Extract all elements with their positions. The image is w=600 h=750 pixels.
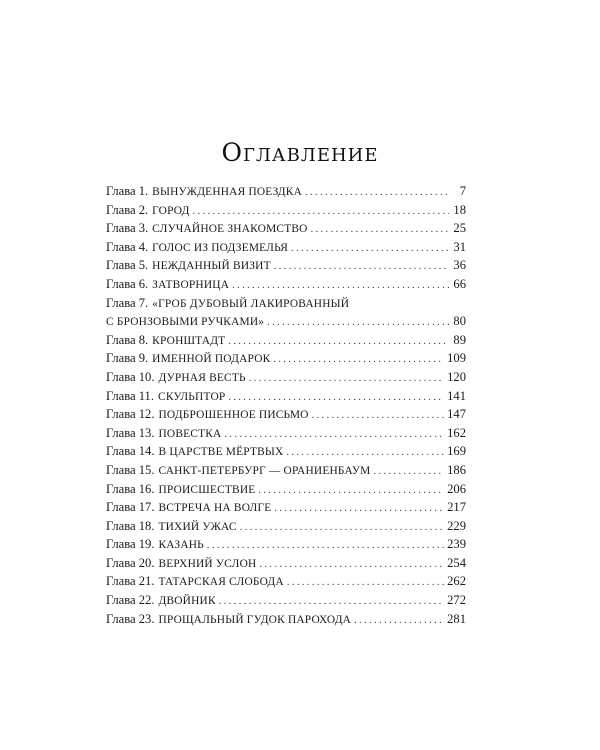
toc-entry bbox=[106, 480, 466, 499]
page-number: 89 bbox=[453, 332, 466, 347]
chapter-title-continuation: С БРОНЗОВЫМИ РУЧКАМИ» bbox=[106, 316, 265, 329]
chapter-title: СЛУЧАЙНОЕ ЗНАКОМСТВО bbox=[152, 223, 308, 236]
chapter-title: КАЗАНЬ bbox=[158, 539, 204, 552]
toc-entry bbox=[106, 535, 466, 554]
chapter-title: ДУРНАЯ ВЕСТЬ bbox=[158, 371, 246, 384]
dot-leader bbox=[374, 463, 445, 482]
dot-leader bbox=[249, 370, 444, 389]
chapter-title: ДВОЙНИК bbox=[158, 595, 216, 608]
toc-entry bbox=[106, 517, 466, 536]
toc-entry bbox=[106, 572, 466, 591]
dot-leader bbox=[228, 333, 449, 352]
dot-leader bbox=[228, 389, 444, 408]
dot-leader bbox=[224, 426, 444, 445]
dot-leader bbox=[258, 482, 444, 501]
dot-leader bbox=[274, 258, 449, 277]
page-number: 239 bbox=[447, 537, 466, 552]
chapter-label: Глава 13. bbox=[106, 425, 155, 440]
toc-entry bbox=[106, 331, 466, 350]
dot-leader bbox=[274, 500, 444, 519]
dot-leader bbox=[273, 351, 444, 370]
page-number: 229 bbox=[447, 518, 466, 533]
page-number: 7 bbox=[459, 184, 466, 198]
chapter-title: ТИХИЙ УЖАС bbox=[158, 520, 237, 533]
page-number: 147 bbox=[447, 407, 466, 422]
chapter-label: Глава 21. bbox=[106, 574, 155, 589]
chapter-title: САНКТ-ПЕТЕРБУРГ — ОРАНИЕНБАУМ bbox=[158, 464, 371, 477]
toc-entry bbox=[106, 256, 466, 275]
chapter-label: Глава 12. bbox=[106, 407, 155, 422]
chapter-label: Глава 11. bbox=[106, 388, 155, 403]
chapter-title: ГОРОД bbox=[152, 204, 190, 217]
dot-leader bbox=[305, 184, 449, 203]
page-number: 120 bbox=[447, 369, 466, 384]
page-number: 80 bbox=[453, 314, 466, 329]
toc-entry bbox=[106, 219, 466, 238]
page-number: 162 bbox=[447, 425, 466, 440]
chapter-label: Глава 17. bbox=[106, 500, 155, 515]
chapter-title: ИМЕННОЙ ПОДАРОК bbox=[152, 353, 271, 366]
chapter-label: Глава 1. bbox=[106, 184, 149, 198]
chapter-label: Глава 6. bbox=[106, 276, 149, 291]
chapter-title: «ГРОБ ДУБОВЫЙ ЛАКИРОВАННЫЙ bbox=[152, 297, 350, 310]
page-number: 186 bbox=[447, 462, 466, 477]
page-title: Оглавление bbox=[221, 138, 379, 167]
dot-leader bbox=[312, 407, 445, 426]
chapter-title: КРОНШТАДТ bbox=[152, 334, 226, 347]
chapter-label: Глава 19. bbox=[106, 537, 155, 552]
chapter-title: ВЕРХНИЙ УСЛОН bbox=[158, 557, 257, 570]
chapter-label: Глава 9. bbox=[106, 351, 149, 366]
chapter-title: ПРОИСШЕСТВИЕ bbox=[158, 483, 256, 496]
page-number: 169 bbox=[447, 444, 466, 459]
chapter-title: ПРОЩАЛЬНЫЙ ГУДОК ПАРОХОДА bbox=[158, 613, 352, 626]
chapter-title: ЗАТВОРНИЦА bbox=[152, 278, 230, 291]
chapter-label: Глава 8. bbox=[106, 332, 149, 347]
chapter-label: Глава 14. bbox=[106, 444, 155, 459]
chapter-title: В ЦАРСТВЕ МЁРТВЫХ bbox=[158, 446, 284, 459]
toc-entry bbox=[106, 275, 466, 294]
page-number: 217 bbox=[447, 500, 466, 515]
page-number: 25 bbox=[453, 221, 466, 236]
chapter-label: Глава 2. bbox=[106, 202, 149, 217]
chapter-title: НЕЖДАННЫЙ ВИЗИТ bbox=[152, 260, 271, 273]
page-number: 272 bbox=[447, 593, 466, 608]
dot-leader bbox=[207, 537, 444, 556]
chapter-label: Глава 7. bbox=[106, 295, 149, 310]
chapter-title: ВСТРЕЧА НА ВОЛГЕ bbox=[158, 502, 272, 515]
chapter-title: ТАТАРСКАЯ СЛОБОДА bbox=[158, 576, 284, 589]
page-number: 254 bbox=[447, 555, 466, 570]
toc-entry-continuation bbox=[106, 312, 466, 331]
dot-leader bbox=[287, 574, 444, 593]
chapter-label: Глава 10. bbox=[106, 369, 155, 384]
page-number: 206 bbox=[447, 481, 466, 496]
chapter-label: Глава 15. bbox=[106, 462, 155, 477]
chapter-label: Глава 23. bbox=[106, 611, 155, 626]
chapter-label: Глава 16. bbox=[106, 481, 155, 496]
chapter-label: Глава 22. bbox=[106, 593, 155, 608]
chapter-title: СКУЛЬПТОР bbox=[158, 390, 226, 403]
chapter-label: Глава 3. bbox=[106, 221, 149, 236]
dot-leader bbox=[286, 444, 444, 463]
page-number: 281 bbox=[447, 611, 466, 626]
page-number: 31 bbox=[453, 239, 466, 254]
toc-entry bbox=[106, 238, 466, 257]
toc-entry bbox=[106, 294, 466, 313]
chapter-label: Глава 18. bbox=[106, 518, 155, 533]
page-number: 109 bbox=[447, 351, 466, 366]
toc-entry bbox=[106, 554, 466, 573]
toc-entry bbox=[106, 405, 466, 424]
toc-entry bbox=[106, 368, 466, 387]
toc-entry bbox=[106, 349, 466, 368]
dot-leader bbox=[219, 593, 444, 612]
toc-entry bbox=[106, 591, 466, 610]
toc-entry bbox=[106, 442, 466, 461]
dot-leader bbox=[240, 519, 444, 538]
toc-entry bbox=[106, 201, 466, 220]
table-of-contents bbox=[106, 182, 466, 628]
chapter-title: ГОЛОС ИЗ ПОДЗЕМЕЛЬЯ bbox=[152, 241, 289, 254]
page-number: 141 bbox=[447, 388, 466, 403]
dot-leader bbox=[311, 221, 449, 240]
toc-entry bbox=[106, 182, 466, 201]
toc-entry bbox=[106, 461, 466, 480]
page-number: 262 bbox=[447, 574, 466, 589]
page-number: 36 bbox=[453, 258, 466, 273]
toc-entry bbox=[106, 610, 466, 629]
dot-leader bbox=[232, 277, 449, 296]
chapter-title: ПОВЕСТКА bbox=[158, 427, 222, 440]
toc-entry bbox=[106, 424, 466, 443]
dot-leader bbox=[193, 203, 449, 222]
toc-entry bbox=[106, 387, 466, 406]
chapter-label: Глава 20. bbox=[106, 555, 155, 570]
dot-leader bbox=[259, 556, 444, 575]
page-number: 18 bbox=[453, 202, 466, 217]
chapter-title: ВЫНУЖДЕННАЯ ПОЕЗДКА bbox=[152, 186, 303, 198]
dot-leader bbox=[354, 612, 444, 631]
dot-leader bbox=[267, 314, 449, 333]
chapter-label: Глава 5. bbox=[106, 258, 149, 273]
page-number: 66 bbox=[453, 276, 466, 291]
dot-leader bbox=[291, 240, 449, 259]
chapter-label: Глава 4. bbox=[106, 239, 149, 254]
toc-entry bbox=[106, 498, 466, 517]
chapter-title: ПОДБРОШЕННОЕ ПИСЬМО bbox=[158, 409, 309, 422]
